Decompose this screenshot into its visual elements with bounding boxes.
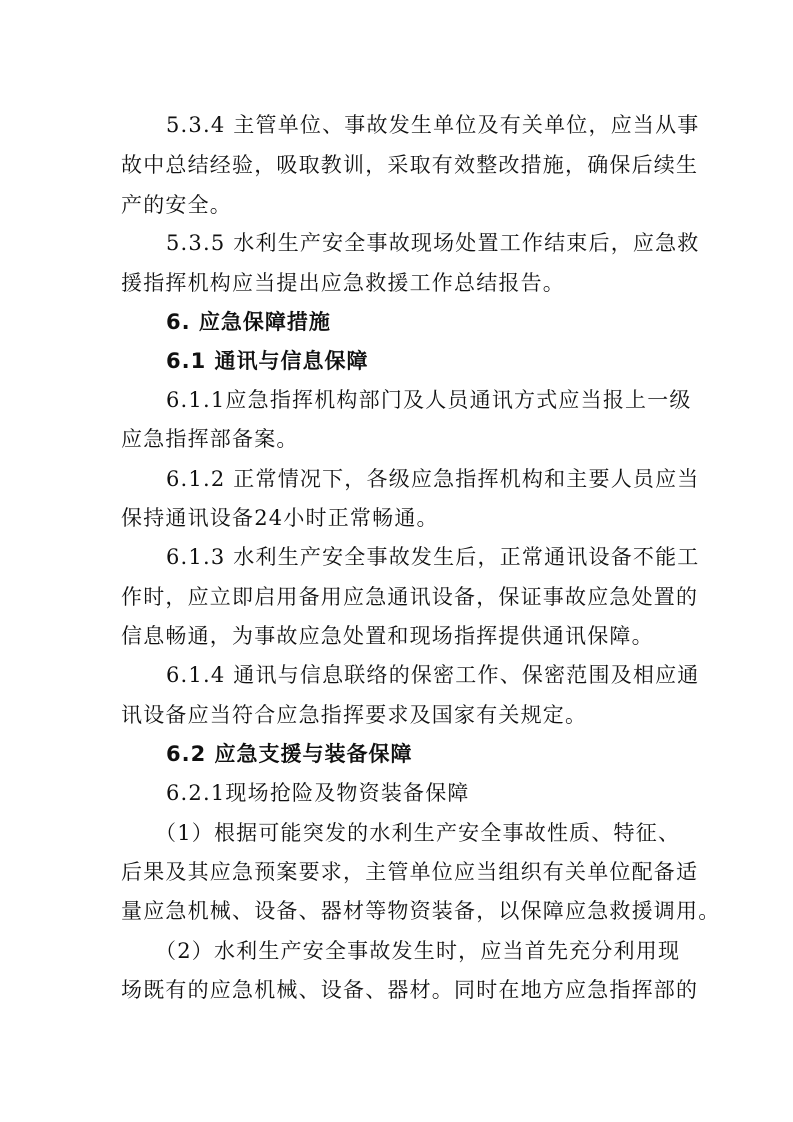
- clause-6-1-3-line-1: 6.1.3 水利生产安全事故发生后，正常通讯设备不能工: [166, 545, 700, 569]
- section-6-1-heading: 6.1 通讯与信息保障: [166, 349, 369, 373]
- clause-5-3-4-line-1: 5.3.4 主管单位、事故发生单位及有关单位，应当从事: [166, 113, 700, 137]
- clause-6-1-3-line-2: 作时，应立即启用备用应急通讯设备，保证事故应急处置的: [121, 585, 699, 609]
- section-6-2-heading: 6.2 应急支援与装备保障: [166, 742, 413, 766]
- item-1-line-2: 后果及其应急预案要求，主管单位应当组织有关单位配备适: [121, 860, 699, 884]
- clause-5-3-4-line-2: 故中总结经验，吸取教训，采取有效整改措施，确保后续生: [121, 153, 699, 177]
- item-2-line-2: 场既有的应急机械、设备、器材。同时在地方应急指挥部的: [121, 978, 699, 1002]
- clause-6-1-4-line-2: 讯设备应当符合应急指挥要求及国家有关规定。: [121, 703, 588, 727]
- clause-5-3-5-line-2: 援指挥机构应当提出应急救援工作总结报告。: [121, 271, 565, 295]
- item-2-line-1: （2）水利生产安全事故发生时，应当首先充分利用现: [155, 939, 681, 963]
- item-1-line-3: 量应急机械、设备、器材等物资装备，以保障应急救援调用。: [121, 899, 721, 923]
- section-6-heading: 6. 应急保障措施: [166, 310, 331, 334]
- clause-6-1-1-line-1: 6.1.1应急指挥机构部门及人员通讯方式应当报上一级: [166, 388, 692, 412]
- clause-6-1-4-line-1: 6.1.4 通讯与信息联络的保密工作、保密范围及相应通: [166, 663, 700, 687]
- clause-6-1-3-line-3: 信息畅通，为事故应急处置和现场指挥提供通讯保障。: [121, 624, 654, 648]
- clause-6-1-2-line-2: 保持通讯设备24小时正常畅通。: [121, 506, 439, 530]
- clause-6-2-1-line-1: 6.2.1现场抢险及物资装备保障: [166, 781, 470, 805]
- clause-5-3-5-line-1: 5.3.5 水利生产安全事故现场处置工作结束后，应急救: [166, 231, 700, 255]
- item-1-line-1: （1）根据可能突发的水利生产安全事故性质、特征、: [155, 821, 681, 845]
- clause-5-3-4-line-3: 产的安全。: [121, 193, 232, 217]
- clause-6-1-1-line-2: 应急指挥部备案。: [121, 427, 299, 451]
- clause-6-1-2-line-1: 6.1.2 正常情况下，各级应急指挥机构和主要人员应当: [166, 467, 700, 491]
